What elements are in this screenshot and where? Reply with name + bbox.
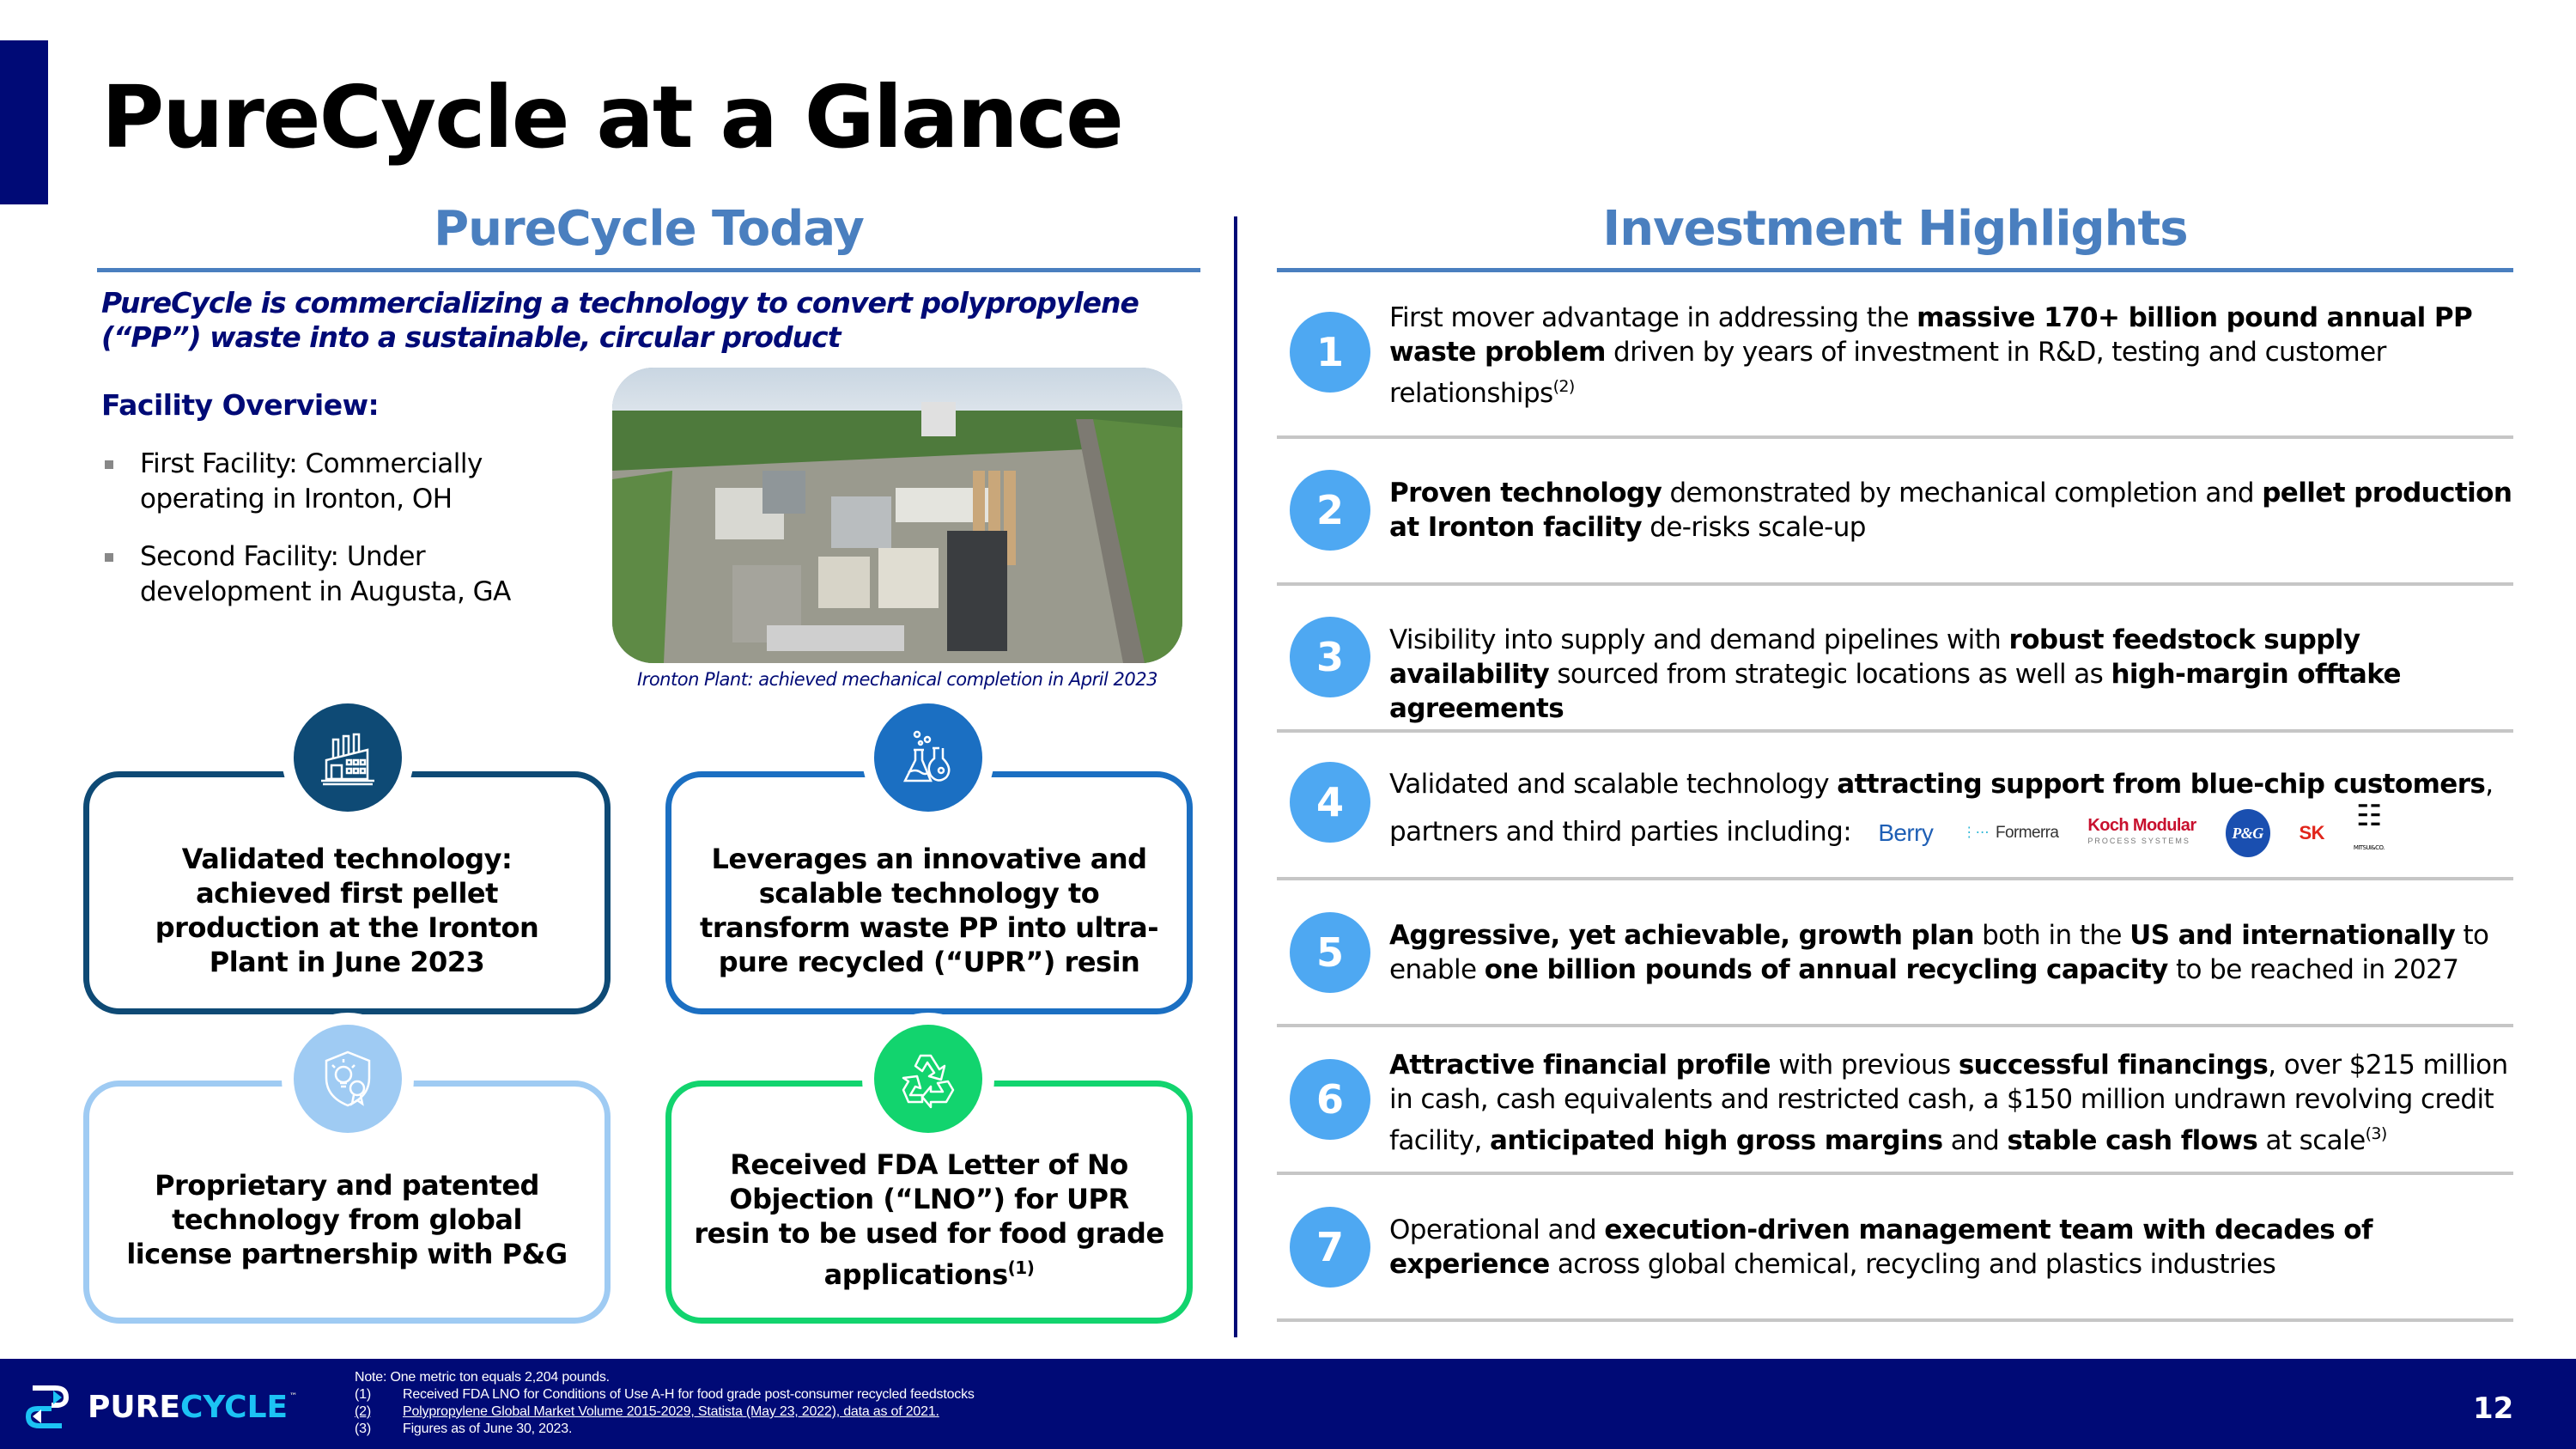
text-segment: and	[1942, 1125, 2008, 1156]
pg-logo: P&G	[2226, 809, 2270, 857]
text-segment-bold: US and internationally	[2129, 920, 2456, 951]
mitsui-wordmark: MITSUI&CO.	[2353, 844, 2385, 851]
partner-logos	[1878, 801, 2384, 865]
text-segment: Visibility into supply and demand pipelines with	[1389, 624, 2009, 655]
column-divider	[1234, 216, 1237, 1337]
text-segment: , over $215 million in cash, cash equivalents and restricted cash, a $150 million undrawn revolving credit facility,	[1389, 1050, 2508, 1156]
highlight-number-4: 4	[1290, 762, 1370, 843]
brand-cycle: CYCLE	[179, 1389, 289, 1425]
purecycle-arrows-icon	[21, 1380, 74, 1434]
highlight-separator	[1277, 1172, 2513, 1175]
card-text	[694, 1148, 1164, 1292]
text-segment-bold: Proven technology	[1389, 478, 1662, 508]
facility-overview-heading: Facility Overview:	[101, 388, 380, 422]
left-heading-rule	[97, 268, 1200, 272]
formerra-wordmark: Formerra	[1996, 824, 2059, 842]
facility-bullet	[101, 447, 599, 517]
text-segment-bold: execution-driven management team with decades of experience	[1389, 1215, 2372, 1280]
highlight-number-5: 5	[1290, 912, 1370, 993]
page-number: 12	[2473, 1391, 2514, 1426]
text-segment: de-risks scale-up	[1641, 512, 1866, 543]
footnotes	[355, 1369, 975, 1438]
lab-flasks-icon	[874, 703, 982, 812]
koch-wordmark: Koch Modular	[2087, 816, 2196, 835]
section-heading-purecycle-today: PureCycle Today	[434, 201, 864, 257]
highlight-text-2	[1389, 476, 2514, 545]
text-segment: to be reached in 2027	[2167, 954, 2459, 985]
text-segment: to enable	[1389, 920, 2489, 985]
title-accent-bar	[0, 40, 48, 204]
highlight-text-6	[1389, 1048, 2514, 1158]
text-segment-bold: pellet production at Ironton facility	[1389, 478, 2512, 543]
footnote-text: Figures as of June 30, 2023.	[403, 1422, 573, 1436]
purecycle-logo	[21, 1380, 297, 1434]
footnote-number: (1)	[355, 1387, 371, 1402]
text-segment: with previous	[1770, 1050, 1959, 1081]
recycle-icon	[874, 1025, 982, 1133]
text-segment-bold: attracting support from blue-chip customers	[1837, 769, 2486, 800]
highlight-separator	[1277, 1024, 2513, 1027]
bullet-text: Second Facility: Under development in Augusta, GA	[140, 541, 511, 607]
highlight-separator	[1277, 729, 2513, 733]
photo-caption: Ironton Plant: achieved mechanical completion in April 2023	[637, 669, 1157, 690]
footnote-number: (3)	[355, 1422, 371, 1436]
text-segment-bold: massive 170+ billion pound annual PP waste problem	[1389, 302, 2473, 368]
highlight-text-7	[1389, 1213, 2514, 1282]
brand-wordmark	[88, 1390, 297, 1425]
facility-bullet-list	[101, 447, 599, 632]
footnote-row-link[interactable]	[355, 1403, 975, 1421]
mitsui-logo	[2354, 801, 2385, 865]
card-text: Proprietary and patented technology from global license partnership with P&G	[126, 1168, 568, 1270]
highlight-number-2: 2	[1290, 470, 1370, 551]
footnote-number: (2)	[355, 1404, 371, 1419]
footnote-marker: (1)	[1007, 1257, 1035, 1278]
facility-bullet	[101, 539, 599, 610]
text-segment: at scale	[2257, 1125, 2366, 1156]
text-segment: demonstrated by mechanical completion and	[1662, 478, 2263, 508]
highlight-text-3	[1389, 623, 2514, 726]
koch-subtitle: PROCESS SYSTEMS	[2087, 837, 2190, 845]
text-segment: both in the	[1973, 920, 2130, 951]
highlight-separator	[1277, 877, 2513, 880]
bullet-square-icon	[105, 460, 113, 469]
text-segment-bold: successful financings	[1958, 1050, 2269, 1081]
left-subtitle: PureCycle is commercializing a technology to convert polypropylene (“PP”) waste into a sustainable, circular product	[101, 286, 1139, 354]
card-text: Validated technology: achieved first pellet production at the Ironton Plant in June 2023	[155, 842, 539, 978]
footnote-text: Received FDA LNO for Conditions of Use A-H for food grade post-consumer recycled feedstocks	[403, 1387, 975, 1402]
text-segment: Validated and scalable technology	[1389, 769, 1838, 800]
factory-icon	[294, 703, 402, 812]
right-heading-rule	[1277, 268, 2513, 272]
koch-modular-logo	[2087, 818, 2196, 849]
highlight-number-6: 6	[1290, 1059, 1370, 1140]
highlight-separator	[1277, 1318, 2513, 1322]
text-segment-bold: Attractive financial profile	[1389, 1050, 1771, 1081]
footnote-row	[355, 1386, 975, 1403]
footnote-source-link[interactable]: Polypropylene Global Market Volume 2015-2029, Statista (May 23, 2022), data as of 2021.	[403, 1404, 939, 1419]
page-title: PureCycle at a Glance	[101, 67, 1122, 167]
highlight-text-4	[1389, 767, 2514, 865]
text-segment: Operational and	[1389, 1215, 1605, 1245]
highlight-text-5	[1389, 918, 2514, 987]
text-segment: First mover advantage in addressing the	[1389, 302, 1917, 333]
text-segment: driven by years of investment in R&D, testing and customer relationships	[1389, 337, 2386, 409]
text-segment-bold: one billion pounds of annual recycling capacity	[1484, 954, 2168, 985]
highlight-number-1: 1	[1290, 312, 1370, 393]
footnote-note: Note: One metric ton equals 2,204 pounds.	[355, 1370, 610, 1385]
highlight-separator	[1277, 435, 2513, 439]
ironton-plant-photo	[612, 368, 1182, 663]
footnote-marker: (2)	[1552, 377, 1575, 396]
section-heading-investment-highlights: Investment Highlights	[1602, 201, 2188, 257]
berry-logo: Berry	[1878, 819, 1934, 846]
patent-lightbulb-icon	[294, 1025, 402, 1133]
bullet-square-icon	[105, 553, 113, 562]
brand-pure: PURE	[88, 1389, 180, 1425]
text-segment-bold: stable cash flows	[2007, 1125, 2258, 1156]
highlight-separator	[1277, 582, 2513, 586]
text-segment: across global chemical, recycling and plastics industries	[1549, 1249, 2276, 1280]
highlight-number-7: 7	[1290, 1207, 1370, 1288]
highlight-text-1	[1389, 301, 2514, 411]
bullet-text: First Facility: Commercially operating in Ironton, OH	[140, 448, 483, 514]
text-segment-bold: anticipated high gross margins	[1490, 1125, 1943, 1156]
formerra-dots-icon: ⋮⋯	[1962, 825, 1990, 840]
mitsui-emblem-icon: ☷	[2355, 799, 2382, 833]
card-text: Leverages an innovative and scalable technology to transform waste PP into ultra-pure recycled (“UPR”) resin	[700, 842, 1158, 978]
sk-logo: SK	[2299, 822, 2324, 843]
text-segment-bold: robust feedstock supply availability	[1389, 624, 2360, 690]
highlight-number-3: 3	[1290, 617, 1370, 697]
text-segment: , partners and third parties including:	[1389, 769, 2494, 848]
text-segment-bold: Aggressive, yet achievable, growth plan	[1389, 920, 1974, 951]
footnote-marker: (3)	[2365, 1124, 2387, 1143]
text-segment-bold: high-margin offtake agreements	[1389, 659, 2401, 724]
trademark-symbol: ™	[289, 1391, 298, 1401]
text-segment: sourced from strategic locations as well as	[1549, 659, 2111, 690]
footnote-row	[355, 1421, 975, 1438]
formerra-logo	[1962, 816, 2058, 850]
card-text-main: Received FDA Letter of No Objection (“LNO”) for UPR resin to be used for food grade applications	[694, 1148, 1164, 1291]
